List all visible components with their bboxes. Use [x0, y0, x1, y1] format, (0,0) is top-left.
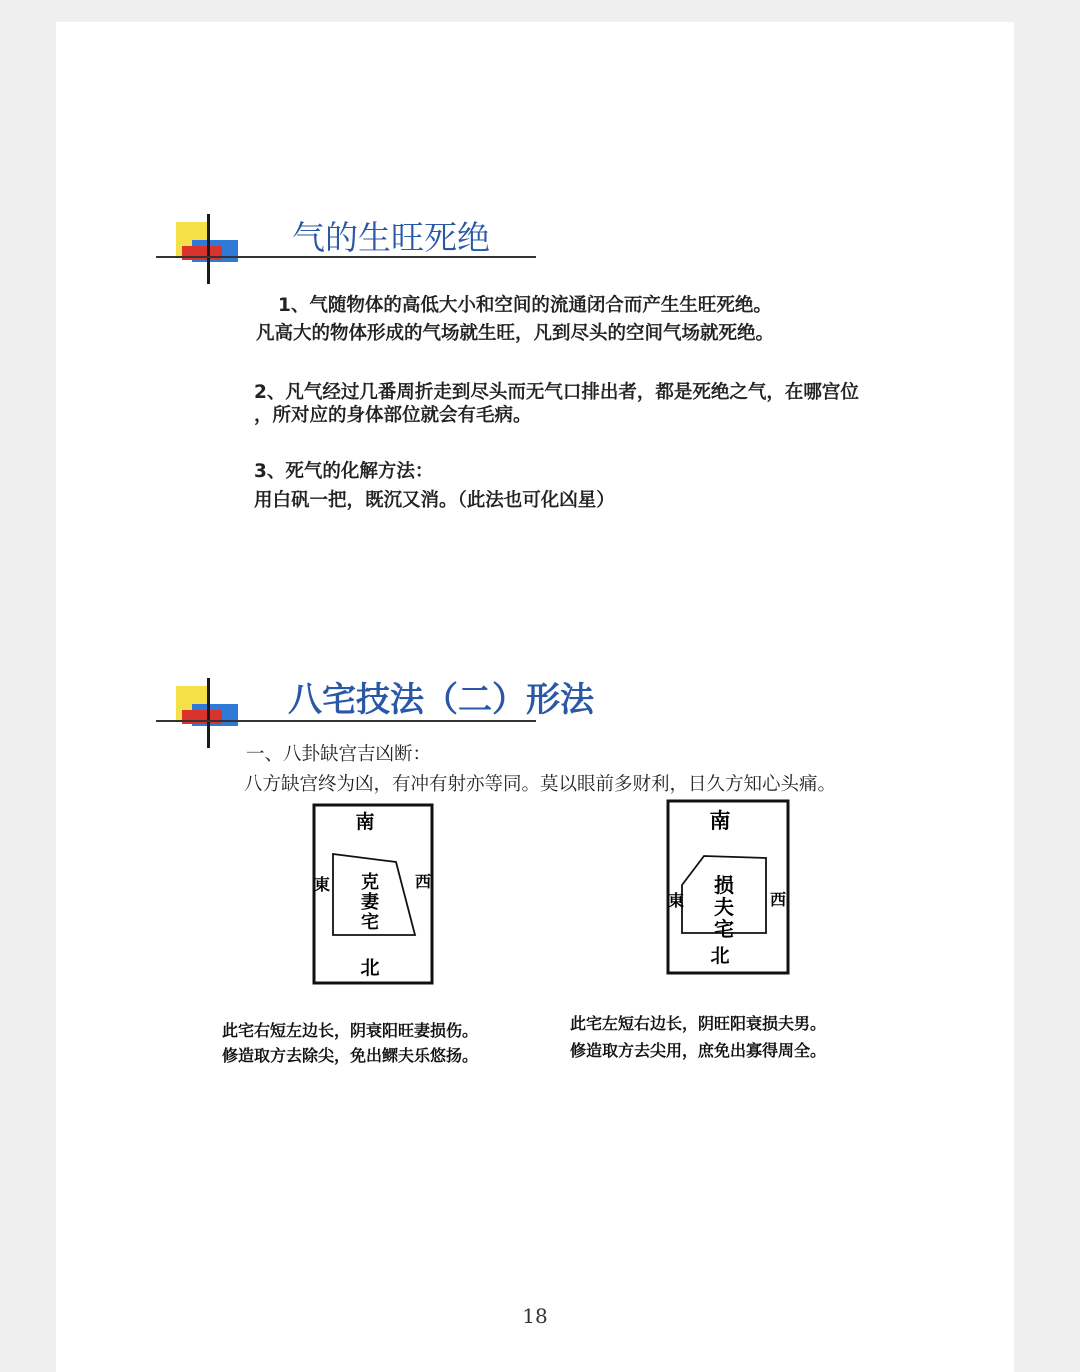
house-diagram-left: [310, 802, 438, 988]
paragraph-1-line-1: 1、气随物体的高低大小和空间的流通闭合而产生生旺死绝。: [278, 295, 772, 316]
house-label-char: 宅: [361, 912, 379, 933]
house-label-char: 损: [714, 873, 734, 897]
sub-heading: 一、八卦缺宫吉凶断：: [246, 744, 432, 765]
caption-right-line-2: 修造取方去尖用，庶免出寡得周全。: [570, 1041, 827, 1060]
caption-left-line-1: 此宅右短左边长，阴衰阳旺妻损伤。: [222, 1021, 479, 1040]
paragraph-2-line-2: ，所对应的身体部位就会有毛病。: [254, 405, 532, 426]
house-diagram-right: [664, 798, 792, 978]
section-decoration: [156, 214, 256, 294]
vertical-rule: [207, 678, 210, 748]
house-label-char: 妻: [361, 892, 379, 913]
direction-south: 南: [709, 808, 731, 833]
paragraph-3-line-2: 用白矾一把，既沉又消。（此法也可化凶星）: [254, 490, 615, 511]
direction-south: 南: [355, 811, 375, 833]
direction-west: 西: [769, 890, 787, 909]
direction-north: 北: [710, 945, 730, 967]
paragraph-2-line-1: 2、凡气经过几番周折走到尽头而无气口排出者，都是死绝之气，在哪宫位: [254, 382, 859, 403]
direction-east: 東: [313, 875, 331, 894]
sub-text: 八方缺宫终为凶，有冲有射亦等同。莫以眼前多财利，日久方知心头痛。: [244, 774, 837, 795]
caption-right-line-1: 此宅左短右边长，阴旺阳衰损夫男。: [570, 1014, 827, 1033]
direction-north: 北: [360, 957, 380, 979]
direction-west: 西: [414, 872, 432, 891]
section-title: 气的生旺死绝: [292, 218, 490, 257]
section-title: 八宅技法（二）形法: [288, 680, 594, 720]
page-number: 18: [522, 1304, 548, 1328]
paragraph-3-line-1: 3、死气的化解方法：: [254, 461, 434, 482]
house-label-char: 夫: [714, 895, 734, 919]
section-decoration: [156, 678, 256, 758]
house-label-char: 克: [361, 872, 379, 893]
document-page: [56, 22, 1014, 1372]
vertical-rule: [207, 214, 210, 284]
direction-east: 東: [667, 891, 685, 910]
house-label-char: 宅: [714, 917, 734, 941]
caption-left-line-2: 修造取方去除尖，免出鳏夫乐悠扬。: [222, 1046, 479, 1065]
paragraph-1-line-2: 凡高大的物体形成的气场就生旺，凡到尽头的空间气场就死绝。: [256, 323, 775, 344]
